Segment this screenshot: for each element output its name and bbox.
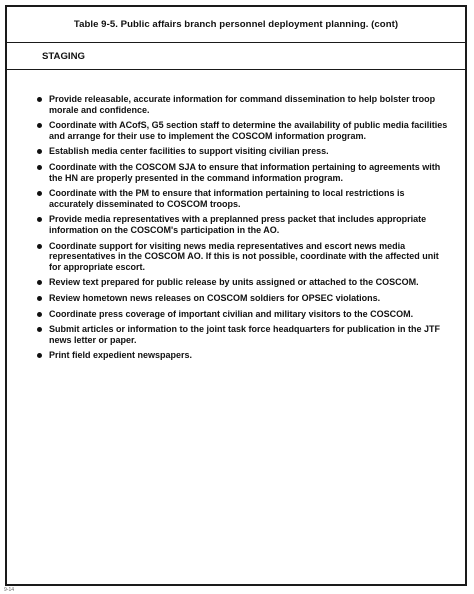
list-item-text: Establish media center facilities to support visiting civilian press.: [49, 146, 329, 157]
list-item-text: Review hometown news releases on COSCOM soldiers for OPSEC violations.: [49, 292, 381, 303]
list-item-text: Coordinate with the PM to ensure that information pertaining to local restrictions is accurately disseminated to COSCOM troops.: [49, 188, 405, 209]
section-header: [7, 43, 465, 70]
bullet-icon: [37, 244, 42, 249]
bullet-icon: [37, 191, 42, 196]
bullet-icon: [37, 296, 42, 301]
bullet-icon: [37, 123, 42, 128]
bullet-icon: [37, 353, 42, 358]
list-item-text: Submit articles or information to the joint task force headquarters for publication in the JTF news letter or paper.: [49, 324, 441, 345]
page-number: 9-14: [4, 587, 15, 593]
task-list: [7, 70, 465, 361]
list-item: [37, 309, 449, 320]
list-item: [37, 94, 449, 115]
list-item-text: Provide releasable, accurate information for command dissemination to help bolster troop morale and confidence.: [49, 94, 436, 115]
list-item: [37, 188, 449, 209]
list-item: [37, 350, 449, 361]
list-item: [37, 120, 449, 141]
table-frame: [5, 5, 467, 586]
section-title: STAGING: [42, 50, 85, 62]
bullet-icon: [37, 97, 42, 102]
bullet-icon: [37, 149, 42, 154]
list-item: [37, 146, 449, 157]
list-item: [37, 162, 449, 183]
list-item-text: Print field expedient newspapers.: [49, 350, 193, 361]
list-item: [37, 293, 449, 304]
table-title: Table 9-5. Public affairs branch personnel deployment planning. (cont): [73, 19, 399, 30]
list-item: [37, 277, 449, 288]
bullet-icon: [37, 312, 42, 317]
list-item-text: Coordinate support for visiting news media representatives and escort news media representatives in the COSCOM AO. If this is not possible, coordinate with the affected unit for appropriate escort.: [49, 240, 439, 272]
bullet-icon: [37, 217, 42, 222]
table-title-bar: [7, 7, 465, 43]
bullet-icon: [37, 165, 42, 170]
list-item: [37, 214, 449, 235]
list-item: [37, 324, 449, 345]
list-item: [37, 241, 449, 273]
list-item-text: Review text prepared for public release by units assigned or attached to the COSCOM.: [49, 277, 419, 288]
bullet-icon: [37, 327, 42, 332]
list-item-text: Coordinate with the COSCOM SJA to ensure that information pertaining to agreements with the HN are properly presented in the command information program.: [49, 161, 441, 183]
list-item-text: Coordinate with ACofS, G5 section staff to determine the availability of public media facilities and arrange for their use to implement the COSCOM information program.: [49, 120, 448, 141]
list-item-text: Coordinate press coverage of important civilian and military visitors to the COSCOM.: [49, 308, 414, 319]
list-item-text: Provide media representatives with a preplanned press packet that includes appropriate information on the COSCOM's participation in the AO.: [49, 214, 427, 235]
bullet-icon: [37, 280, 42, 285]
